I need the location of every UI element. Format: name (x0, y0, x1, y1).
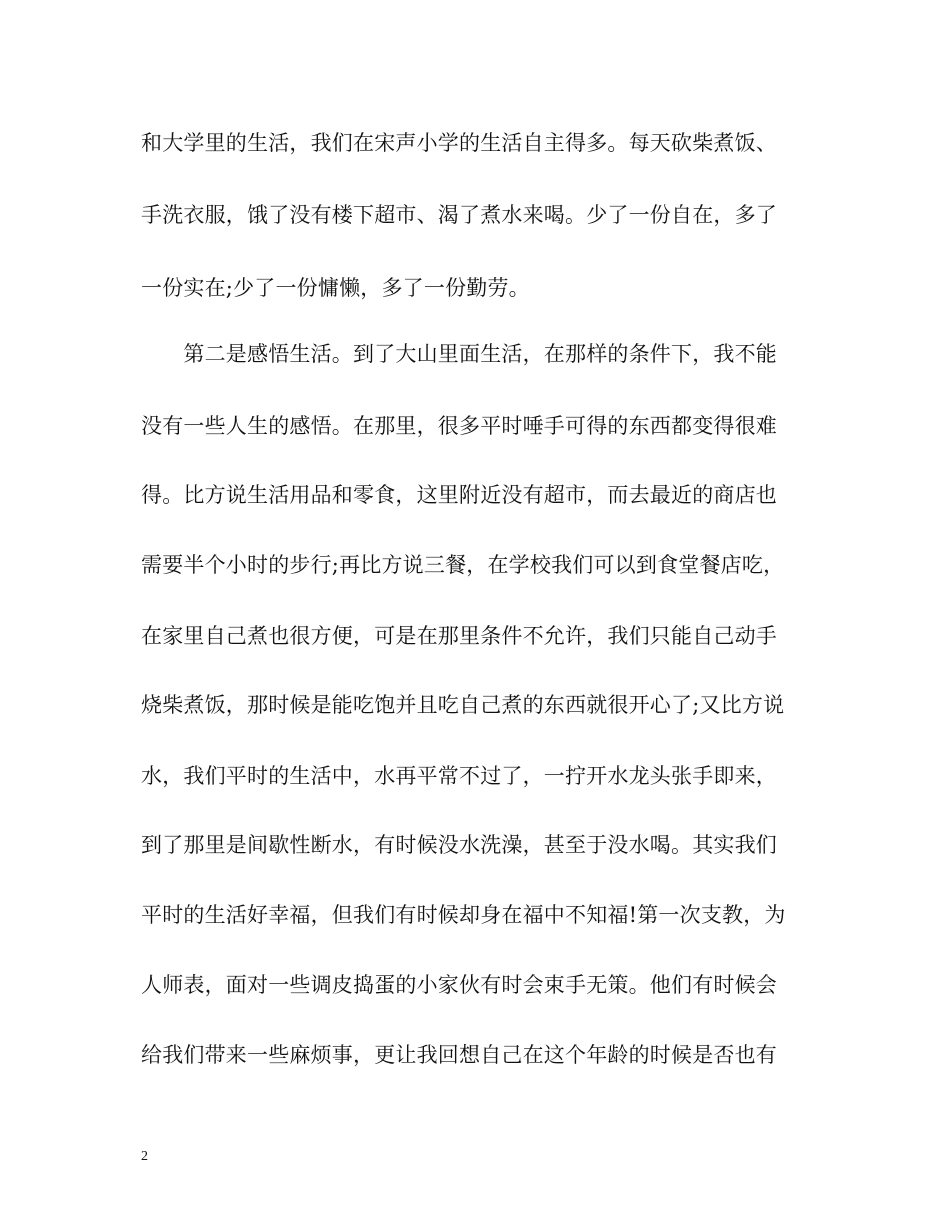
text-line: 需要半个小时的步行;再比方说三餐，在学校我们可以到食堂餐店吃， (141, 553, 785, 577)
text-line: 给我们带来一些麻烦事，更让我回想自己在这个年龄的时候是否也有 (141, 1043, 777, 1067)
text-line: 手洗衣服，饿了没有楼下超市、渴了煮水来喝。少了一份自在，多了 (141, 203, 777, 227)
text-line: 和大学里的生活，我们在宋声小学的生活自主得多。每天砍柴煮饭、 (141, 131, 777, 155)
page-number: 2 (141, 1149, 148, 1164)
text-line: 没有一些人生的感悟。在那里，很多平时唾手可得的东西都变得很难 (141, 414, 777, 438)
text-line: 到了那里是间歇性断水，有时候没水洗澡，甚至于没水喝。其实我们 (141, 833, 777, 857)
text-line: 人师表，面对一些调皮捣蛋的小家伙有时会束手无策。他们有时候会 (141, 973, 777, 997)
text-line: 一份实在;少了一份慵懒，多了一份勤劳。 (141, 276, 530, 300)
paragraph-start-line: 第二是感悟生活。到了大山里面生活，在那样的条件下，我不能 (141, 342, 777, 366)
text-line: 在家里自己煮也很方便，可是在那里条件不允许，我们只能自己动手 (141, 624, 777, 648)
text-line: 得。比方说生活用品和零食，这里附近没有超市，而去最近的商店也 (141, 483, 777, 507)
text-line: 烧柴煮饭，那时候是能吃饱并且吃自己煮的东西就很开心了;又比方说 (141, 693, 785, 717)
text-line: 平时的生活好幸福，但我们有时候却身在福中不知福!第一次支教，为 (141, 903, 786, 927)
text-line: 水，我们平时的生活中，水再平常不过了，一拧开水龙头张手即来， (141, 764, 777, 788)
